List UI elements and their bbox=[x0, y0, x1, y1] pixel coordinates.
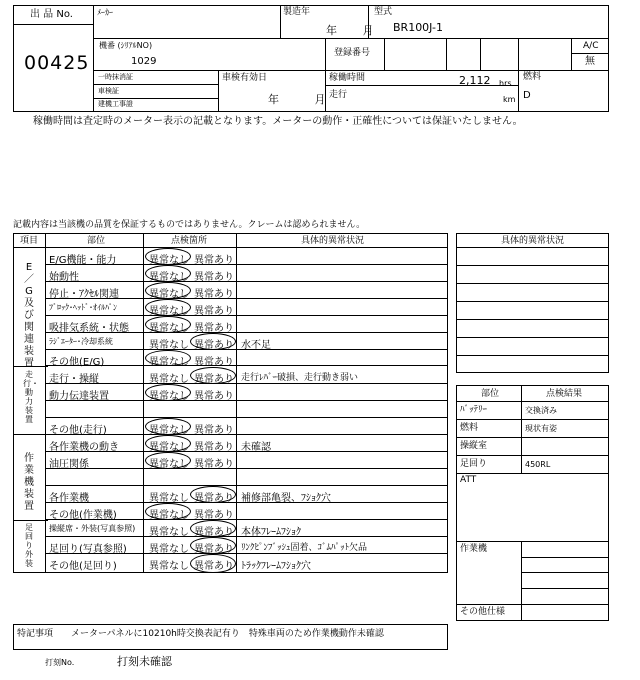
option-ok: 異常なし bbox=[149, 561, 189, 572]
option-ok: 異常なし bbox=[149, 527, 189, 538]
option-ng: 異常あり bbox=[194, 493, 234, 504]
divider bbox=[521, 572, 609, 573]
row-part: その他(走行) bbox=[49, 425, 107, 436]
result-part-battery: ﾊﾞｯﾃﾘｰ bbox=[460, 405, 488, 415]
option-ok: 異常なし bbox=[149, 272, 189, 283]
result-value-undercarriage: 450RL bbox=[525, 460, 551, 469]
result-part-cab: 操縦室 bbox=[460, 441, 488, 451]
selection-circle bbox=[145, 350, 191, 366]
stamp-label: 打刻No. bbox=[45, 658, 75, 667]
serial-value: 1029 bbox=[131, 56, 157, 67]
row-part: 走行・操縦 bbox=[49, 374, 99, 385]
option-ng: 異常あり bbox=[194, 459, 234, 470]
table-header-item: 項目 bbox=[20, 236, 39, 246]
row-detail: 補修部亀裂、ﾌｼｮｸ穴 bbox=[241, 493, 331, 504]
hours-note: 稼働時間は査定時のメーター表示の記載となります。メーターの動作・正確性については保証いたしません。 bbox=[33, 116, 523, 127]
listing-no-label: 出 品 No. bbox=[30, 9, 73, 20]
fuel-value: D bbox=[523, 90, 531, 101]
option-ok: 異常なし bbox=[149, 255, 189, 266]
group-label-undercarriage: 足回り外装 bbox=[25, 523, 33, 568]
row-part: 停止・ｱｸｾﾙ関連 bbox=[49, 289, 119, 300]
divider bbox=[456, 247, 609, 248]
row-part: ﾗｼﾞｴｰﾀｰ･冷却系統 bbox=[49, 337, 113, 346]
heavy-cert-label: 建機工事證 bbox=[98, 100, 133, 108]
result-part-work: 作業機 bbox=[460, 544, 488, 554]
divider bbox=[521, 588, 609, 589]
divider bbox=[93, 98, 218, 99]
option-ng: 異常あり bbox=[194, 527, 234, 538]
table-row bbox=[45, 435, 448, 452]
selection-circle bbox=[190, 486, 236, 503]
inspection-year-month: 年 月 bbox=[268, 93, 326, 106]
divider bbox=[280, 5, 281, 38]
selection-circle bbox=[145, 248, 191, 265]
option-ng: 異常あり bbox=[194, 561, 234, 572]
table-row bbox=[45, 265, 448, 282]
selection-circle bbox=[190, 367, 236, 384]
table-row bbox=[45, 248, 448, 265]
result-value-fuel: 現状有姿 bbox=[525, 424, 557, 433]
maker-label: ﾒｰｶｰ bbox=[97, 8, 113, 17]
year-label: 製造年 bbox=[283, 7, 311, 17]
selection-circle bbox=[145, 503, 191, 520]
results-part-header: 部位 bbox=[481, 389, 500, 399]
row-part: 操縦席・外装(写真参照) bbox=[49, 524, 136, 533]
divider bbox=[456, 265, 609, 266]
row-detail: ﾄﾗｯｸﾌﾚｰﾑﾌｼｮｸ穴 bbox=[241, 561, 311, 572]
table-row bbox=[45, 418, 448, 435]
selection-circle bbox=[145, 299, 191, 316]
table-row bbox=[45, 384, 448, 401]
option-ok: 異常なし bbox=[149, 544, 189, 555]
option-ok: 異常なし bbox=[149, 391, 189, 402]
divider bbox=[218, 70, 219, 112]
table-row bbox=[45, 469, 448, 486]
divider bbox=[446, 38, 447, 70]
divider bbox=[13, 434, 48, 435]
selection-circle bbox=[190, 520, 236, 537]
row-part: その他(作業機) bbox=[49, 510, 117, 521]
selection-circle bbox=[190, 333, 236, 350]
special-notes-label: 特記事項 bbox=[17, 629, 54, 639]
table-row bbox=[45, 316, 448, 333]
row-part: その他(E/G) bbox=[49, 357, 105, 368]
divider bbox=[456, 473, 609, 474]
right-detail-box bbox=[456, 233, 609, 373]
divider bbox=[93, 84, 218, 85]
selection-circle bbox=[145, 282, 191, 299]
option-ng: 異常あり bbox=[194, 272, 234, 283]
selection-circle bbox=[190, 537, 236, 554]
option-ng: 異常あり bbox=[194, 425, 234, 436]
divider bbox=[480, 38, 481, 70]
model-label: 型式 bbox=[374, 7, 393, 17]
divider bbox=[456, 401, 609, 402]
group-label-work: 作業機装置 bbox=[24, 453, 34, 512]
model-value: BR100J-1 bbox=[393, 21, 444, 34]
option-ok: 異常なし bbox=[149, 493, 189, 504]
hours-label: 稼働時間 bbox=[329, 73, 366, 83]
row-part: 足回り(写真参照) bbox=[49, 544, 127, 555]
divider bbox=[456, 604, 609, 605]
option-ng: 異常あり bbox=[194, 306, 234, 317]
option-ng: 異常あり bbox=[194, 510, 234, 521]
divider bbox=[93, 5, 94, 112]
table-row bbox=[45, 520, 448, 537]
results-box bbox=[456, 385, 609, 621]
option-ng: 異常あり bbox=[194, 357, 234, 368]
option-ng: 異常あり bbox=[194, 323, 234, 334]
hours-unit: hrs bbox=[499, 79, 512, 88]
temp-cert-label: 一時抹消証 bbox=[98, 73, 133, 81]
option-ng: 異常あり bbox=[194, 255, 234, 266]
table-row bbox=[45, 554, 448, 573]
table-row bbox=[45, 299, 448, 316]
listing-no: 00425 bbox=[24, 52, 90, 74]
option-ng: 異常あり bbox=[194, 289, 234, 300]
row-part: その他(足回り) bbox=[49, 561, 117, 572]
right-detail-header: 具体的異常状況 bbox=[501, 236, 565, 246]
divider bbox=[521, 385, 522, 473]
row-part: 油圧関係 bbox=[49, 459, 89, 470]
option-ok: 異常なし bbox=[149, 442, 189, 453]
travel-label: 走行 bbox=[329, 90, 348, 100]
selection-circle bbox=[145, 435, 191, 452]
divider bbox=[93, 70, 609, 71]
fuel-label: 燃料 bbox=[523, 72, 542, 82]
group-label-engine: E／G及び関連装置 bbox=[24, 262, 34, 369]
divider bbox=[571, 38, 572, 70]
divider bbox=[456, 355, 609, 356]
selection-circle bbox=[190, 554, 236, 573]
table-row bbox=[45, 401, 448, 418]
result-part-undercarriage: 足回り bbox=[460, 459, 488, 469]
table-header-detail: 具体的異常状況 bbox=[301, 236, 365, 246]
selection-circle bbox=[145, 316, 191, 333]
travel-unit: km bbox=[503, 95, 516, 104]
divider bbox=[456, 319, 609, 320]
selection-circle bbox=[145, 265, 191, 282]
table-header-part: 部位 bbox=[87, 236, 106, 246]
divider bbox=[521, 557, 609, 558]
divider bbox=[456, 455, 609, 456]
reg-no-label: 登録番号 bbox=[334, 48, 371, 58]
table-row bbox=[45, 333, 448, 350]
divider bbox=[456, 419, 609, 420]
option-ok: 異常なし bbox=[149, 306, 189, 317]
result-part-fuel: 燃料 bbox=[460, 423, 479, 433]
divider bbox=[13, 24, 93, 25]
table-header-check: 点検箇所 bbox=[171, 236, 208, 246]
serial-label: 機番 (ｼﾘｱﾙNO) bbox=[99, 41, 153, 50]
row-part: 各作業機の動き bbox=[49, 442, 119, 453]
row-detail: ﾘﾝｸﾋﾟﾝﾌﾞｯｼｭ固着、ｺﾞﾑﾊﾟｯﾄ欠品 bbox=[241, 543, 368, 553]
ac-label: A/C bbox=[583, 41, 599, 51]
result-part-att: ATT bbox=[460, 475, 477, 485]
table-row bbox=[45, 350, 448, 366]
selection-circle bbox=[145, 384, 191, 401]
divider bbox=[456, 541, 609, 542]
divider bbox=[13, 520, 48, 521]
group-label-travel: 走行・動力装置 bbox=[23, 370, 39, 424]
divider bbox=[456, 283, 609, 284]
table-row bbox=[45, 537, 448, 554]
disclaimer: 記載内容は当該機の品質を保証するものではありません。クレームは認められません。 bbox=[13, 220, 366, 230]
table-row bbox=[45, 486, 448, 503]
option-ok: 異常なし bbox=[149, 510, 189, 521]
option-ok: 異常なし bbox=[149, 323, 189, 334]
selection-circle bbox=[145, 452, 191, 469]
option-ng: 異常あり bbox=[194, 391, 234, 402]
row-detail: 水不足 bbox=[241, 340, 271, 351]
option-ok: 異常なし bbox=[149, 340, 189, 351]
row-part: ﾌﾞﾛｯｸ･ﾍｯﾄﾞ･ｵｲﾙﾊﾟﾝ bbox=[49, 303, 117, 312]
year-month: 年 月 bbox=[326, 24, 374, 37]
divider bbox=[518, 70, 519, 112]
divider bbox=[518, 38, 519, 70]
row-part: E/G機能・能力 bbox=[49, 255, 117, 266]
ac-value: 無 bbox=[585, 56, 595, 67]
row-detail: 未確認 bbox=[241, 442, 271, 453]
option-ok: 異常なし bbox=[149, 357, 189, 368]
divider bbox=[571, 53, 609, 54]
results-result-header: 点検結果 bbox=[546, 389, 583, 399]
row-part: 吸排気系統・状態 bbox=[49, 323, 129, 334]
divider bbox=[384, 38, 385, 70]
option-ng: 異常あり bbox=[194, 340, 234, 351]
inspection-label: 車検有効日 bbox=[222, 73, 268, 83]
row-part: 動力伝達装置 bbox=[49, 391, 109, 402]
divider bbox=[456, 337, 609, 338]
special-notes-text: メーターパネルに10210h時交換表記有り 特殊車両のため作業機動作未確認 bbox=[71, 629, 384, 639]
option-ng: 異常あり bbox=[194, 544, 234, 555]
hours-value: 2,112 bbox=[459, 74, 491, 87]
row-detail: 本体ﾌﾚｰﾑﾌｼｮｸ bbox=[241, 527, 301, 538]
selection-circle bbox=[145, 418, 191, 435]
divider bbox=[456, 301, 609, 302]
option-ok: 異常なし bbox=[149, 374, 189, 385]
result-part-other-spec: その他仕様 bbox=[460, 607, 506, 617]
vehicle-cert-label: 車検証 bbox=[98, 87, 119, 95]
option-ng: 異常あり bbox=[194, 374, 234, 385]
row-detail: 走行ﾚﾊﾞｰ破損、走行動き弱い bbox=[241, 373, 359, 383]
table-row bbox=[45, 503, 448, 520]
table-row bbox=[45, 452, 448, 469]
row-part: 各作業機 bbox=[49, 493, 89, 504]
divider bbox=[521, 541, 522, 621]
divider bbox=[325, 38, 326, 70]
table-row bbox=[45, 282, 448, 299]
option-ok: 異常なし bbox=[149, 459, 189, 470]
stamp-value: 打刻未確認 bbox=[117, 655, 172, 668]
option-ok: 異常なし bbox=[149, 425, 189, 436]
option-ok: 異常なし bbox=[149, 289, 189, 300]
table-row bbox=[45, 367, 448, 384]
row-part: 始動性 bbox=[49, 272, 79, 283]
option-ng: 異常あり bbox=[194, 442, 234, 453]
divider bbox=[93, 38, 609, 39]
result-value-battery: 交換済み bbox=[525, 406, 557, 415]
divider bbox=[456, 437, 609, 438]
